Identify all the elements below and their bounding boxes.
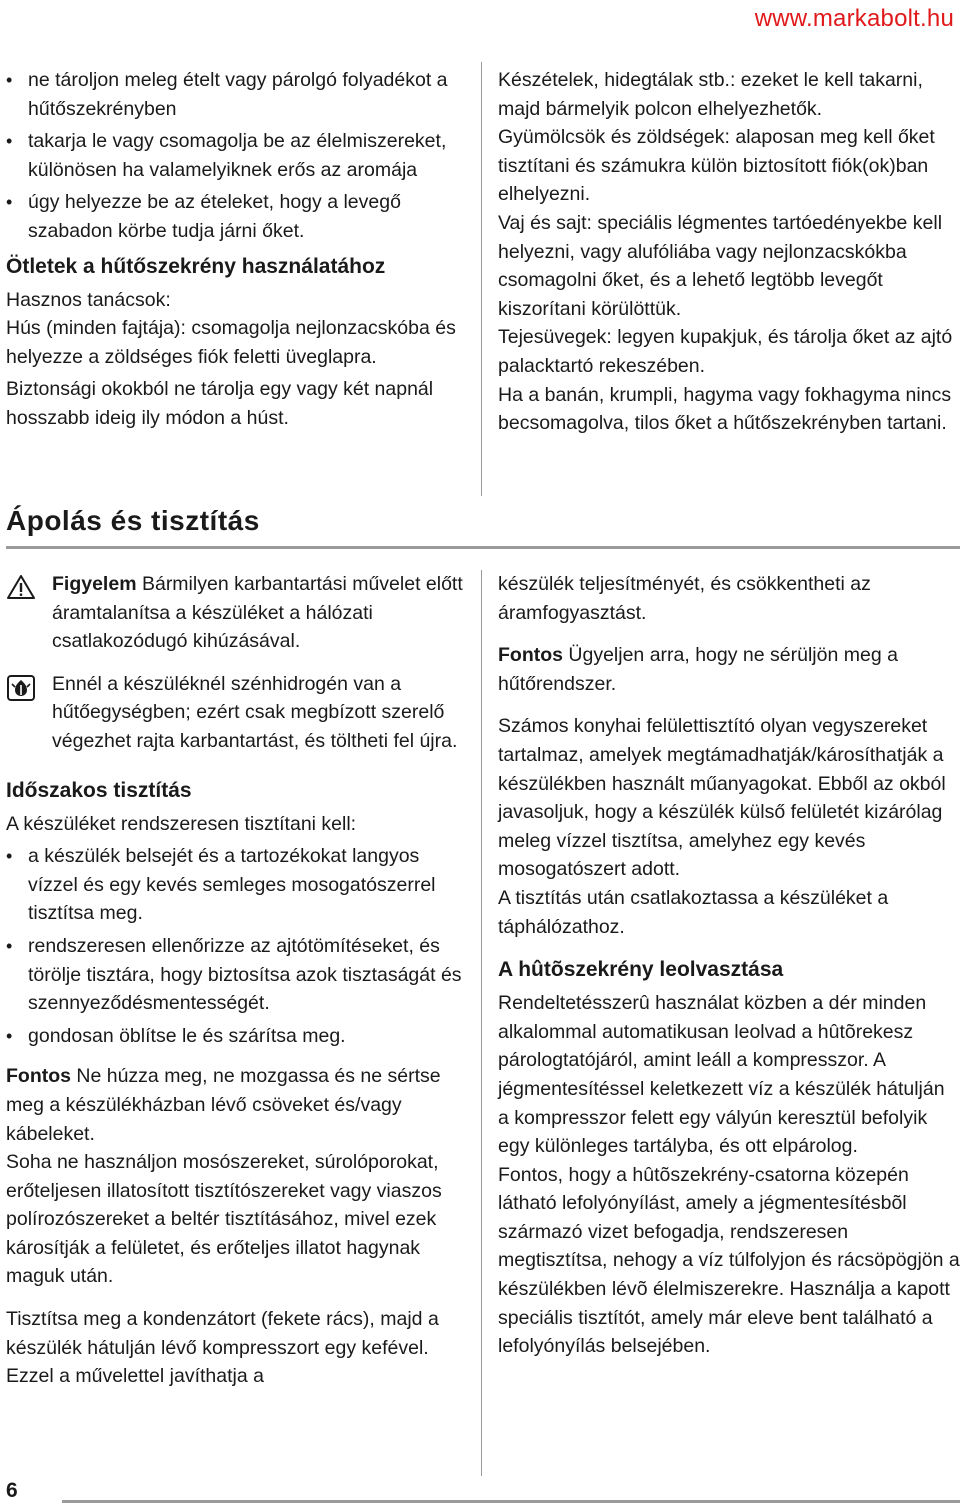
periodic-bullets — [6, 842, 468, 1050]
environment-text: Ennél a készüléknél szénhidrogén van a hűtőegységben; ezért csak megbízott szerelő végezhet rajta karbantartást, és töltheti fel újra. — [52, 672, 458, 752]
right-column-top — [498, 66, 960, 438]
important-label: Fontos — [6, 1065, 71, 1088]
periodic-heading: Időszakos tisztítás — [6, 778, 192, 802]
page-number: 6 — [6, 1479, 18, 1502]
important-label-2: Fontos — [498, 644, 563, 667]
section-title: Ápolás és tisztítás — [6, 505, 260, 536]
tip-paragraph: Tejesüvegek: legyen kupakjuk, és tárolja őket az ajtó palacktartó rekeszében. — [498, 326, 953, 377]
tip-paragraph: Készételek, hidegtálak stb.: ezeket le kell takarni, majd bármelyik polcon elhelyezhetők. — [498, 69, 923, 120]
periodic-intro: A készüléket rendszeresen tisztítani kell: — [6, 812, 357, 835]
defrost-paragraph-1: Rendeltetésszerû használat közben a dér minden alkalommal automatikusan leolvad a hûtõrekesz párologtatójáról, amint leáll a kompresszor. A jégmentesítéssel keletkezett víz a készülék hátulján a kompresszor felett egy vályún keresztül befolyik egy különleges tartályba, és ott elpárolog. — [498, 992, 945, 1158]
condenser-continued: készülék teljesítményét, és csökkentheti az áramfogyasztást. — [498, 573, 871, 624]
list-item: • a készülék belsejét és a tartozékokat langyos vízzel és egy kevés semleges mosogatószerrel tisztítsa meg. — [6, 842, 468, 928]
column-divider-top — [481, 62, 482, 496]
warning-text: Bármilyen karbantartási művelet előtt áramtalanítsa a készüléket a hálózati csatlakozódugó kihúzásával. — [52, 573, 463, 653]
condenser-text: Tisztítsa meg a kondenzátort (fekete rács), majd a készülék hátulján lévő kompresszort egy kefével. Ezzel a művelettel javíthatja a — [6, 1308, 439, 1388]
list-item: • ne tároljon meleg ételt vagy párolgó folyadékot a hűtőszekrényben — [6, 66, 468, 123]
column-divider-bottom — [481, 570, 482, 1476]
warning-note — [6, 570, 468, 656]
environment-icon — [6, 674, 36, 700]
important-text: Ne húzza meg, ne mozgassa és ne sértse meg a készülékházban lévő csöveket és/vagy kábeleket. — [6, 1065, 441, 1145]
important-note — [6, 1062, 468, 1148]
tips-intro: Hasznos tanácsok: — [6, 288, 171, 311]
important-note-2 — [498, 641, 960, 698]
no-abrasives-text: Soha ne használjon mosószereket, súrolóporokat, erőteljesen illatosított tisztítószereket vagy viaszos polírozószereket a beltér tisztításához, mivel ezek károsítják a felületet, és erőteljes illatot hagynak maguk után. — [6, 1151, 442, 1288]
warning-triangle-icon — [6, 574, 36, 600]
warning-label: Figyelem — [52, 573, 137, 595]
list-item: • gondosan öblítse le és szárítsa meg. — [6, 1022, 468, 1051]
reconnect-text: A tisztítás után csatlakoztassa a készüléket a táphálózathoz. — [498, 886, 889, 938]
defrost-paragraph-2: Fontos, hogy a hûtõszekrény-csatorna közepén látható lefolyónyílást, amely a jégmentesítésbõl származó vizet befogadja, rendszeresen megtisztítsa, nehogy a víz túlfolyjon és rácsöpögjön a készülékben lévõ élelmiszerekre. Használja a kapott speciális tisztítót, amely már eleve bent található a lefolyónyílás belsejében. — [498, 1163, 960, 1358]
site-url[interactable]: www.markabolt.hu — [754, 5, 954, 32]
left-column-top — [6, 66, 468, 433]
list-item: • rendszeresen ellenőrizze az ajtótömítéseket, és törölje tisztára, hogy biztosítsa azok tisztaságát és szennyeződésmentességét. — [6, 932, 468, 1018]
tip-paragraph: Vaj és sajt: speciális légmentes tartóedényekbe kell helyezni, vagy alufóliába vagy nejlonzacskókba csomagolni őket, és a lehető legtöbb levegőt kiszorítani körülöttük. — [498, 211, 943, 320]
environment-note — [6, 670, 468, 756]
tips-meat-safety: Biztonsági okokból ne tárolja egy vagy két napnál hosszabb ideig ily módon a húst. — [6, 378, 434, 429]
footer-rule — [62, 1500, 960, 1503]
tip-paragraph: Gyümölcsök és zöldségek: alaposan meg kell őket tisztítani és számukra külön biztosított fiók(ok)ban elhelyezni. — [498, 126, 935, 206]
cleaners-text: Számos konyhai felülettisztító olyan vegyszereket tartalmaz, amelyek megtámadhatják/károsíthatják a készülékben használt műanyagokat. Ebből az okból javasoljuk, hogy a készülék külső felületét kizárólag meleg vízzel tisztítsa, amelyhez egy kevés mosogatószert adott. — [498, 715, 946, 881]
tips-heading: Ötletek a hűtőszekrény használatához — [6, 254, 386, 278]
tip-paragraph: Ha a banán, krumpli, hagyma vagy fokhagyma nincs becsomagolva, tilos őket a hűtőszekrényben tartani. — [498, 383, 952, 435]
right-column-bottom — [498, 570, 960, 1361]
section-rule — [6, 546, 960, 549]
list-item: • takarja le vagy csomagolja be az élelmiszereket, különösen ha valamelyiknek erős az aromája — [6, 127, 468, 184]
list-item: • úgy helyezze be az ételeket, hogy a levegő szabadon körbe tudja járni őket. — [6, 188, 468, 245]
tips-meat: Hús (minden fajtája): csomagolja nejlonzacskóba és helyezze a zöldséges fiók feletti üveglapra. — [6, 317, 456, 368]
left-column-bottom — [6, 570, 468, 1391]
important-text-2: Ügyeljen arra, hogy ne sérüljön meg a hűtőrendszer. — [498, 644, 898, 695]
storage-bullets — [6, 66, 468, 246]
defrost-heading: A hûtõszekrény leolvasztása — [498, 958, 784, 982]
